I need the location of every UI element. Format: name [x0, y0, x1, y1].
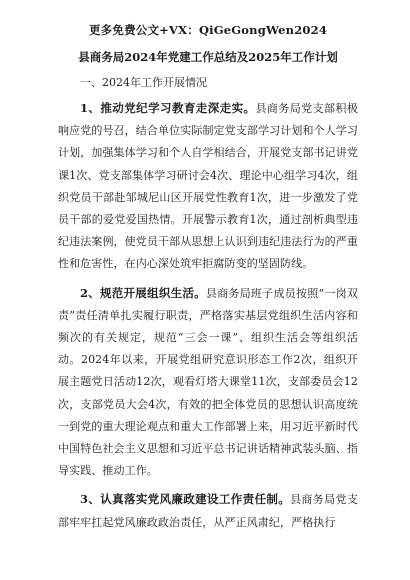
document-title: 县商务局2024年党建工作总结及2025年工作计划 [78, 50, 338, 64]
paragraph-body: 县商务局班子成员按照“一岗双责”责任清单扎实履行职责，严格落实基层党组织生活内容和频次的有关规定，规范“三会一课”、组织生活会等组织活动。2024年以来，开展党组研究意识形态工作2次，组织开展主题党日活动12次，观看灯塔大课堂11次，支部委员会12次，支部党员大会4次，有效的把全体党员的思想认识高度统一到党的重大理论观点和重大工作部署上来，用习近平新时代中国特色社会主义思想和习近平总书记讲话精神武装头脑、指导实践、推动工作。 [58, 286, 358, 478]
paragraph-body: 县商务局党支部积极响应党的号召，结合单位实际制定党支部学习计划和个人学习计划，加强集体学习和个人自学相结合，开展党支部书记讲党课1次、党支部集体学习研讨会4次、理论中心组学习4次，组织党员干部赴邹城尼山区开展党性教育1次，进一步激发了党员干部的爱党爱国热情。开展警示教育1次，通过剖析典型违纪违法案例，使党员干部从思想上认识到违纪违法行为的严重性和危害性，在内心深处筑牢拒腐防变的坚固防线。 [58, 102, 358, 271]
promo-banner: 更多免费公文+VX：QiGeGongWen2024 [88, 23, 328, 37]
paragraph-3 [58, 488, 358, 533]
section-heading: 一、2024年工作开展情况 [80, 76, 207, 89]
paragraph-2 [58, 282, 358, 483]
paragraph-lead: 3、认真落实党风廉政建设工作责任制。 [80, 492, 291, 507]
paragraph-lead: 1、推动党纪学习教育走深走实。 [80, 101, 256, 115]
paragraph-lead: 2、规范开展组织生活。 [80, 285, 206, 300]
paragraph-1 [58, 97, 358, 276]
paragraph-body: 县商务局党支部牢牢扛起党风廉政政治责任，从严正风肃纪，严格执行 [58, 493, 358, 529]
